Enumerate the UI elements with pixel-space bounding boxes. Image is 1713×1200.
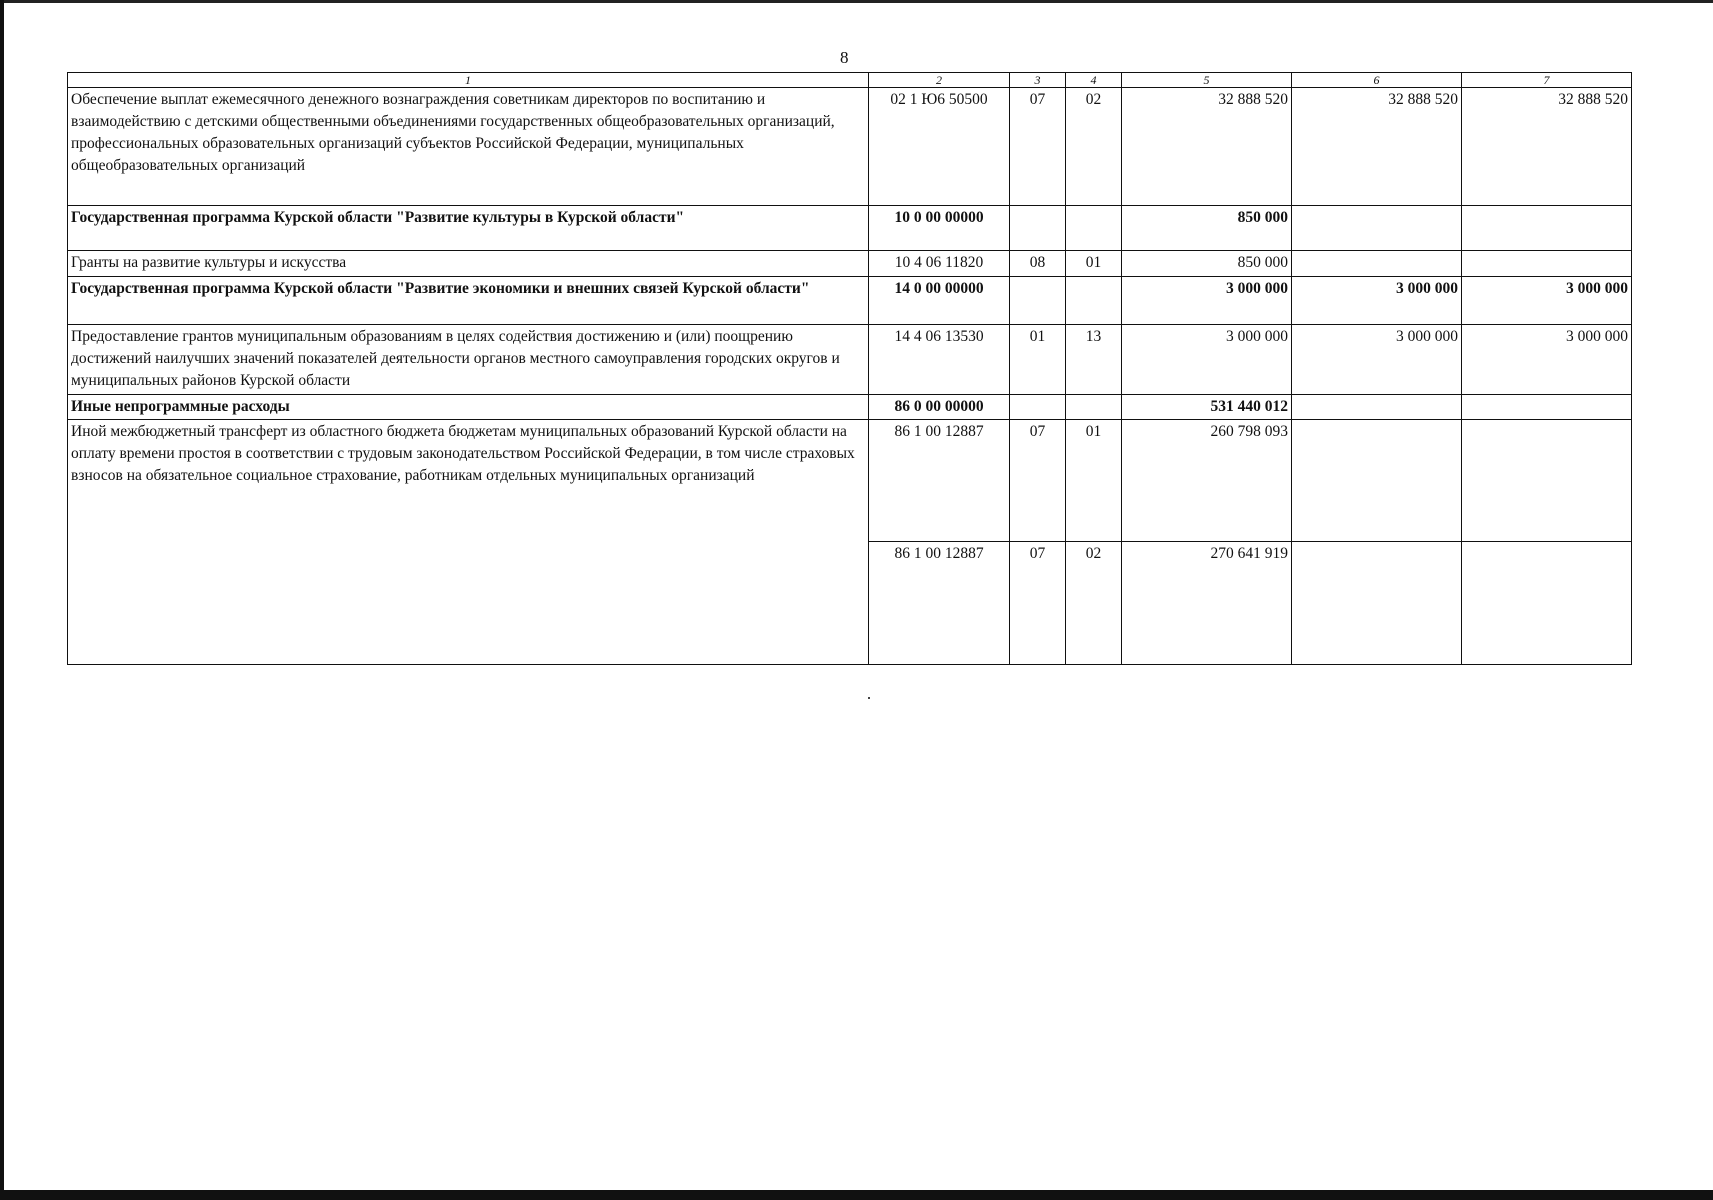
expense-name: Предоставление грантов муниципальным образованиям в целях содействия достижению и (или) поощрению достижений наилучших значений показателей деятельности органов местного самоуправления городских округов и муниципальных районов Курской области	[68, 325, 869, 395]
section-code: 01	[1010, 325, 1066, 395]
column-number: 6	[1292, 73, 1462, 88]
table-row	[68, 88, 1632, 206]
section-code	[1010, 277, 1066, 325]
amount-col5: 270 641 919	[1122, 542, 1292, 665]
section-code: 07	[1010, 420, 1066, 542]
amount-col6	[1292, 420, 1462, 542]
amount-col5: 3 000 000	[1122, 277, 1292, 325]
table-row	[68, 325, 1632, 395]
expense-name: Гранты на развитие культуры и искусства	[68, 251, 869, 277]
budget-table	[67, 72, 1632, 665]
target-code: 86 0 00 00000	[869, 395, 1010, 420]
amount-col7	[1462, 542, 1632, 665]
target-code: 86 1 00 12887	[869, 420, 1010, 542]
amount-col5: 3 000 000	[1122, 325, 1292, 395]
expense-name: Обеспечение выплат ежемесячного денежного вознаграждения советникам директоров по воспитанию и взаимодействию с детскими общественными объединениями государственных общеобразовательных организаций, профессиональных образовательных организаций субъектов Российской Федерации, муниципальных общеобразовательных организаций	[68, 88, 869, 206]
column-number: 7	[1462, 73, 1632, 88]
target-code: 86 1 00 12887	[869, 542, 1010, 665]
amount-col6	[1292, 542, 1462, 665]
expense-name: Иной межбюджетный трансферт из областного бюджета бюджетам муниципальных образований Курской области на оплату времени простоя в соответствии с трудовым законодательством Российской Федерации, в том числе страховых взносов на обязательное социальное страхование, работникам отдельных муниципальных организаций	[68, 420, 869, 665]
amount-col6	[1292, 251, 1462, 277]
section-code: 08	[1010, 251, 1066, 277]
scan-border-top	[0, 0, 1713, 3]
amount-col7: 3 000 000	[1462, 325, 1632, 395]
table-row	[68, 277, 1632, 325]
section-code	[1010, 395, 1066, 420]
amount-col6: 3 000 000	[1292, 277, 1462, 325]
column-number: 5	[1122, 73, 1292, 88]
amount-col7	[1462, 251, 1632, 277]
column-number: 4	[1066, 73, 1122, 88]
column-number-row	[68, 73, 1632, 88]
amount-col5: 531 440 012	[1122, 395, 1292, 420]
amount-col7	[1462, 395, 1632, 420]
scan-speck	[868, 697, 870, 699]
subsection-code: 02	[1066, 542, 1122, 665]
amount-col6: 3 000 000	[1292, 325, 1462, 395]
expense-name: Иные непрограммные расходы	[68, 395, 869, 420]
target-code: 10 4 06 11820	[869, 251, 1010, 277]
amount-col5: 32 888 520	[1122, 88, 1292, 206]
amount-col6: 32 888 520	[1292, 88, 1462, 206]
amount-col5: 850 000	[1122, 251, 1292, 277]
section-code: 07	[1010, 542, 1066, 665]
section-code	[1010, 206, 1066, 251]
column-number: 1	[68, 73, 869, 88]
table-row	[68, 251, 1632, 277]
section-code: 07	[1010, 88, 1066, 206]
target-code: 14 0 00 00000	[869, 277, 1010, 325]
column-number: 2	[869, 73, 1010, 88]
subsection-code: 01	[1066, 420, 1122, 542]
subsection-code: 02	[1066, 88, 1122, 206]
page-number: 8	[840, 48, 849, 67]
expense-name: Государственная программа Курской области "Развитие экономики и внешних связей Курской области"	[68, 277, 869, 325]
table-row	[68, 395, 1632, 420]
target-code: 10 0 00 00000	[869, 206, 1010, 251]
scan-border-bottom	[0, 1190, 1713, 1200]
table-row	[68, 420, 1632, 542]
column-number: 3	[1010, 73, 1066, 88]
subsection-code	[1066, 206, 1122, 251]
table-row	[68, 206, 1632, 251]
amount-col5: 260 798 093	[1122, 420, 1292, 542]
target-code: 02 1 Ю6 50500	[869, 88, 1010, 206]
subsection-code	[1066, 395, 1122, 420]
amount-col5: 850 000	[1122, 206, 1292, 251]
subsection-code	[1066, 277, 1122, 325]
amount-col6	[1292, 395, 1462, 420]
subsection-code: 01	[1066, 251, 1122, 277]
scan-border-left	[0, 0, 4, 1200]
amount-col7: 3 000 000	[1462, 277, 1632, 325]
target-code: 14 4 06 13530	[869, 325, 1010, 395]
subsection-code: 13	[1066, 325, 1122, 395]
amount-col7: 32 888 520	[1462, 88, 1632, 206]
amount-col7	[1462, 206, 1632, 251]
amount-col7	[1462, 420, 1632, 542]
expense-name: Государственная программа Курской области "Развитие культуры в Курской области"	[68, 206, 869, 251]
amount-col6	[1292, 206, 1462, 251]
